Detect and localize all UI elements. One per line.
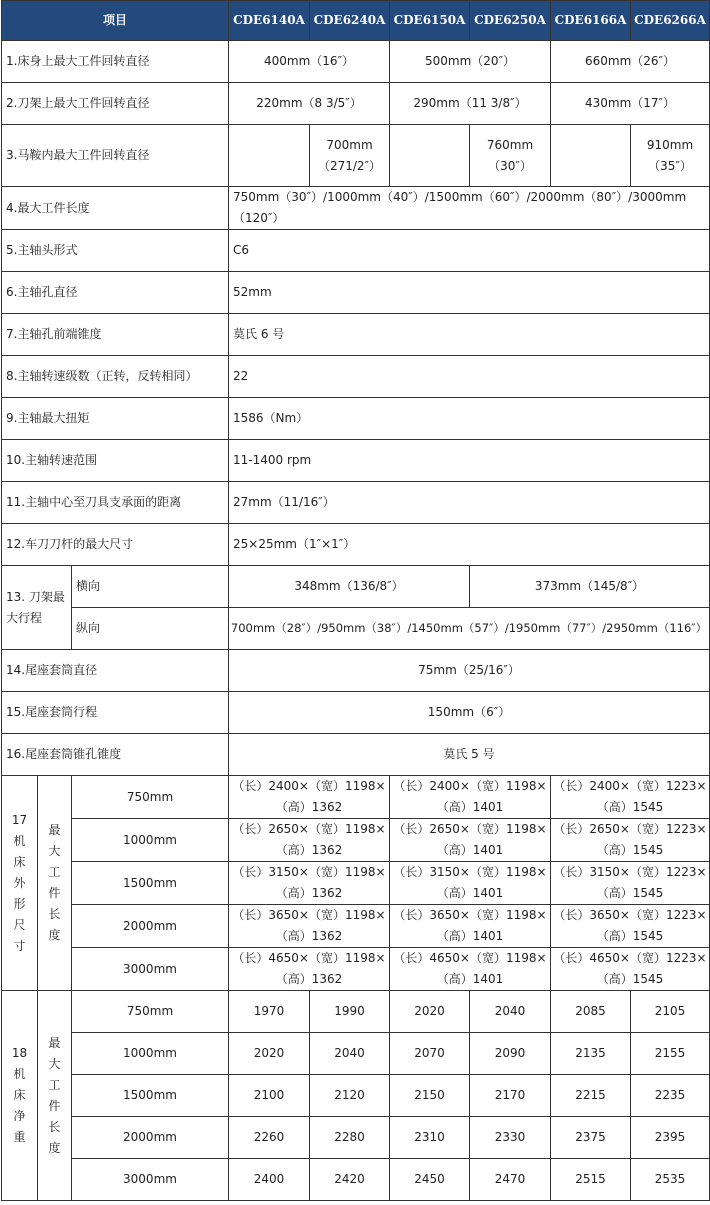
header-model: CDE6240A xyxy=(310,1,390,41)
weight-value: 2260 xyxy=(229,1117,310,1159)
dimension-value: （长）3150×（宽）1198×（高）1362 xyxy=(229,862,390,905)
weight-value: 2330 xyxy=(470,1117,551,1159)
spec-label: 6.主轴孔直径 xyxy=(2,272,229,314)
weight-value: 2020 xyxy=(390,991,470,1033)
dimension-value: （长）2650×（宽）1198×（高）1362 xyxy=(229,819,390,862)
spec-value: 430mm（17″） xyxy=(551,83,710,125)
spec-value: 25×25mm（1″×1″） xyxy=(229,524,710,566)
dimension-value: （长）4650×（宽）1198×（高）1401 xyxy=(390,948,551,991)
spec-label: 12.车刀刀杆的最大尺寸 xyxy=(2,524,229,566)
weight-value: 2085 xyxy=(551,991,631,1033)
spec-value: 220mm（8 3/5″） xyxy=(229,83,390,125)
spec-value: 150mm（6″） xyxy=(229,692,710,734)
spec-value xyxy=(551,125,631,187)
table-row xyxy=(2,1033,710,1075)
spec-label: 10.主轴转速范围 xyxy=(2,440,229,482)
spec-value xyxy=(390,125,470,187)
group-sublabel: 最大工件长度 xyxy=(38,776,72,991)
dimension-value: （长）4650×（宽）1198×（高）1362 xyxy=(229,948,390,991)
table-row xyxy=(2,905,710,948)
spec-value: 52mm xyxy=(229,272,710,314)
dimension-value: （长）2400×（宽）1223×（高）1545 xyxy=(551,776,710,819)
dimension-value: （长）4650×（宽）1223×（高）1545 xyxy=(551,948,710,991)
table-row xyxy=(2,991,710,1033)
weight-value: 2375 xyxy=(551,1117,631,1159)
spec-value: 22 xyxy=(229,356,710,398)
spec-label: 5.主轴头形式 xyxy=(2,230,229,272)
spec-value: 290mm（11 3/8″） xyxy=(390,83,551,125)
spec-label: 7.主轴孔前端锥度 xyxy=(2,314,229,356)
weight-value: 2020 xyxy=(229,1033,310,1075)
spec-value: 700mm（271/2″） xyxy=(310,125,390,187)
dimension-value: （长）3650×（宽）1198×（高）1401 xyxy=(390,905,551,948)
dimension-value: （长）3150×（宽）1223×（高）1545 xyxy=(551,862,710,905)
spec-value: 373mm（145/8″） xyxy=(470,566,710,608)
weight-value: 2215 xyxy=(551,1075,631,1117)
dimension-value: （长）2400×（宽）1198×（高）1362 xyxy=(229,776,390,819)
length-label: 2000mm xyxy=(72,905,229,948)
spec-label: 3.马鞍内最大工件回转直径 xyxy=(2,125,229,187)
table-row xyxy=(2,734,710,776)
weight-value: 2170 xyxy=(470,1075,551,1117)
length-label: 1500mm xyxy=(72,862,229,905)
table-row xyxy=(2,1075,710,1117)
length-label: 1000mm xyxy=(72,819,229,862)
spec-label: 13. 刀架最大行程 xyxy=(2,566,72,650)
sub-label: 横向 xyxy=(72,566,229,608)
length-label: 3000mm xyxy=(72,1159,229,1201)
header-row xyxy=(2,1,710,41)
table-row xyxy=(2,692,710,734)
length-label: 750mm xyxy=(72,991,229,1033)
spec-label: 8.主轴转速级数（正转，反转相同） xyxy=(2,356,229,398)
spec-value: 400mm（16″） xyxy=(229,41,390,83)
spec-value: 660mm（26″） xyxy=(551,41,710,83)
weight-value: 2155 xyxy=(631,1033,710,1075)
header-model: CDE6140A xyxy=(229,1,310,41)
dimension-value: （长）3650×（宽）1223×（高）1545 xyxy=(551,905,710,948)
spec-label: 16.尾座套筒锥孔锥度 xyxy=(2,734,229,776)
dimension-value: （长）2650×（宽）1223×（高）1545 xyxy=(551,819,710,862)
weight-value: 2310 xyxy=(390,1117,470,1159)
dimension-value: （长）3650×（宽）1198×（高）1362 xyxy=(229,905,390,948)
spec-value: 760mm（30″） xyxy=(470,125,551,187)
table-row xyxy=(2,356,710,398)
weight-value: 2515 xyxy=(551,1159,631,1201)
spec-label: 1.床身上最大工件回转直径 xyxy=(2,41,229,83)
table-row xyxy=(2,41,710,83)
weight-value: 2400 xyxy=(229,1159,310,1201)
weight-value: 2100 xyxy=(229,1075,310,1117)
spec-value xyxy=(229,125,310,187)
spec-label: 4.最大工件长度 xyxy=(2,187,229,230)
weight-value: 2470 xyxy=(470,1159,551,1201)
table-row xyxy=(2,862,710,905)
group-label: 17机床外形尺寸 xyxy=(2,776,38,991)
length-label: 2000mm xyxy=(72,1117,229,1159)
dimension-value: （长）3150×（宽）1198×（高）1401 xyxy=(390,862,551,905)
length-label: 1500mm xyxy=(72,1075,229,1117)
dimension-value: （长）2400×（宽）1198×（高）1401 xyxy=(390,776,551,819)
spec-value: 莫氏 6 号 xyxy=(229,314,710,356)
weight-value: 2120 xyxy=(310,1075,390,1117)
weight-value: 2420 xyxy=(310,1159,390,1201)
sub-label: 纵向 xyxy=(72,608,229,650)
header-item: 项目 xyxy=(2,1,229,41)
header-model: CDE6250A xyxy=(470,1,551,41)
table-row xyxy=(2,187,710,230)
spec-value: 750mm（30″）/1000mm（40″）/1500mm（60″）/2000mm（80″）/3000mm（120″） xyxy=(229,187,710,230)
spec-label: 15.尾座套筒行程 xyxy=(2,692,229,734)
table-row xyxy=(2,1159,710,1201)
weight-value: 2150 xyxy=(390,1075,470,1117)
table-row xyxy=(2,440,710,482)
dimension-value: （长）2650×（宽）1198×（高）1401 xyxy=(390,819,551,862)
table-row xyxy=(2,398,710,440)
spec-value: 910mm（35″） xyxy=(631,125,710,187)
header-model: CDE6266A xyxy=(631,1,710,41)
spec-value: 27mm（11/16″） xyxy=(229,482,710,524)
weight-value: 2105 xyxy=(631,991,710,1033)
spec-label: 11.主轴中心至刀具支承面的距离 xyxy=(2,482,229,524)
header-model: CDE6150A xyxy=(390,1,470,41)
weight-value: 2040 xyxy=(310,1033,390,1075)
weight-value: 2395 xyxy=(631,1117,710,1159)
weight-value: 2280 xyxy=(310,1117,390,1159)
spec-value: 11-1400 rpm xyxy=(229,440,710,482)
table-row xyxy=(2,819,710,862)
header-model: CDE6166A xyxy=(551,1,631,41)
table-row xyxy=(2,566,710,608)
weight-value: 2070 xyxy=(390,1033,470,1075)
table-row xyxy=(2,125,710,187)
weight-value: 1970 xyxy=(229,991,310,1033)
spec-label: 14.尾座套筒直径 xyxy=(2,650,229,692)
weight-value: 2450 xyxy=(390,1159,470,1201)
weight-value: 2040 xyxy=(470,991,551,1033)
spec-value: 348mm（136/8″） xyxy=(229,566,470,608)
table-row xyxy=(2,314,710,356)
table-row xyxy=(2,608,710,650)
weight-value: 2135 xyxy=(551,1033,631,1075)
group-sublabel: 最大工件长度 xyxy=(38,991,72,1201)
length-label: 750mm xyxy=(72,776,229,819)
length-label: 1000mm xyxy=(72,1033,229,1075)
spec-label: 9.主轴最大扭矩 xyxy=(2,398,229,440)
table-row xyxy=(2,776,710,819)
group-label: 18机床净重 xyxy=(2,991,38,1201)
table-row xyxy=(2,650,710,692)
spec-value: 莫氏 5 号 xyxy=(229,734,710,776)
weight-value: 2535 xyxy=(631,1159,710,1201)
spec-value: 700mm（28″）/950mm（38″）/1450mm（57″）/1950mm（77″）/2950mm（116″） xyxy=(229,608,710,650)
spec-value: 500mm（20″） xyxy=(390,41,551,83)
table-row xyxy=(2,948,710,991)
length-label: 3000mm xyxy=(72,948,229,991)
table-row xyxy=(2,83,710,125)
weight-value: 2235 xyxy=(631,1075,710,1117)
table-row xyxy=(2,1117,710,1159)
weight-value: 1990 xyxy=(310,991,390,1033)
spec-label: 2.刀架上最大工件回转直径 xyxy=(2,83,229,125)
spec-table xyxy=(1,0,710,1201)
spec-value: 75mm（25/16″） xyxy=(229,650,710,692)
spec-value: 1586（Nm） xyxy=(229,398,710,440)
spec-value: C6 xyxy=(229,230,710,272)
weight-value: 2090 xyxy=(470,1033,551,1075)
table-row xyxy=(2,524,710,566)
table-row xyxy=(2,482,710,524)
table-row xyxy=(2,272,710,314)
table-row xyxy=(2,230,710,272)
